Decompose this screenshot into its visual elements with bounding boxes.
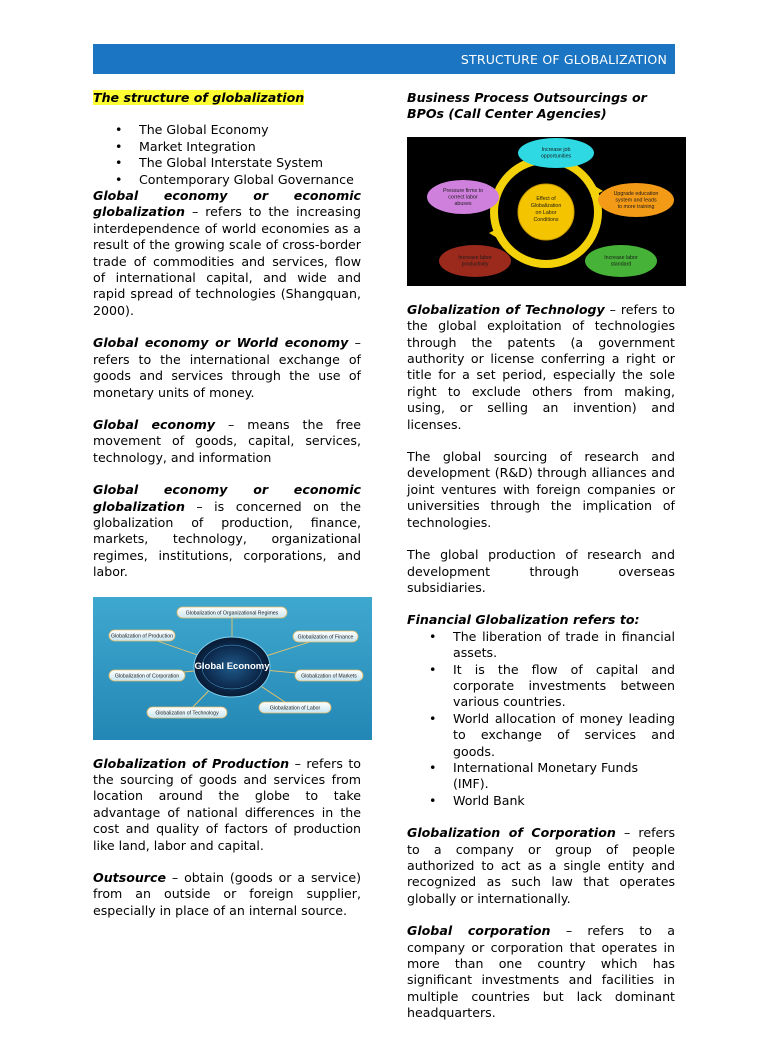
list-item: • World Bank [407,793,675,809]
list-item: • The Global Interstate System [93,155,361,171]
right-column [407,90,675,1038]
term: Global economy or World economy [93,335,349,351]
paragraph-globalization-of-technology [407,302,675,433]
paragraph-rnd-production: The global production of research and development through overseas subsidiaries. [407,547,675,595]
node-production [109,630,175,641]
cycle-node-labor-standard [585,245,657,277]
paragraph-economic-globalization [93,188,361,319]
svg-text:Increase labor: Increase labor [458,254,492,261]
node-labor [259,702,331,713]
term: Global economy or economic globalization [93,482,361,514]
svg-text:Globalization of Finance: Globalization of Finance [297,634,354,641]
section-title-wrap [93,90,361,106]
term: Globalization of Technology [407,301,605,317]
global-economy-figure [93,597,372,740]
svg-text:opportunities: opportunities [540,153,572,160]
paragraph-global-economy [93,417,361,466]
definition: – means the free movement of goods, capital, services, technology, and information [93,416,361,465]
term: Global economy or economic globalization [93,188,361,220]
paragraph-economic-globalization-2 [93,482,361,580]
definition: – refers to the increasing interdependence of world economies as a result of the growing scale of cross-border trade of commodities and services, flow of international capital, and wide and rapid spread of technologies (Shangquan, 2000). [93,204,361,318]
svg-text:on Labor: on Labor [535,209,557,216]
node-corporation [109,670,185,681]
definition: – obtain (goods or a service) from an outside or foreign supplier, especially in place of an internal source. [93,870,361,918]
paragraph-outsource [93,870,361,919]
paragraph-world-economy [93,335,361,401]
list-item: • International Monetary Funds (IMF). [407,760,675,793]
node-organizational-regimes [177,607,287,618]
svg-text:Globalization: Globalization [530,202,562,209]
structure-list [93,122,361,188]
list-item: • Market Integration [93,139,361,155]
svg-text:Increase labor: Increase labor [604,254,638,261]
svg-text:system and leads: system and leads [615,197,657,204]
node-technology [147,707,227,718]
term: Global economy [93,416,216,432]
svg-text:Conditions: Conditions [533,216,559,223]
svg-text:Increase job: Increase job [541,146,571,153]
definition: – refers to a company or corporation that operates in more than one country which has significant investments and facilities in multiple countries but lack dominant headquarters. [407,923,675,1021]
node-finance [293,631,358,642]
svg-text:productivity: productivity [461,261,489,268]
term: Global corporation [407,923,551,939]
section-title: The structure of globalization [93,90,305,105]
svg-text:Globalization of Markets: Globalization of Markets [301,673,357,680]
paragraph-globalization-of-corporation [407,825,675,907]
list-item: • It is the flow of capital and corporate investments between various countries. [407,662,675,711]
figure-center-label: Global Economy [194,660,270,672]
svg-text:Upgrade education: Upgrade education [613,190,659,197]
definition: – refers to the sourcing of goods and services from location around the globe to take advantage of national differences in the cost and quality of factors of production like land, labor and capital. [93,755,361,853]
header-title: STRUCTURE OF GLOBALIZATION [460,51,667,67]
list-item: • The liberation of trade in financial assets. [407,629,675,662]
definition: – is concerned on the globalization of production, finance, markets, technology, organizational regimes, institutions, corporations, and labor. [93,498,361,580]
svg-text:Globalization of Corporation: Globalization of Corporation [114,673,180,680]
definition: – refers to the international exchange of goods and services through the use of monetary units of money. [93,335,361,400]
svg-text:Effect of: Effect of [536,195,556,202]
left-column [93,90,361,935]
svg-text:Globalization of Labor: Globalization of Labor [269,705,321,712]
bpo-title: Business Process Outsourcings or BPOs (Call Center Agencies) [407,90,647,122]
svg-text:Pressure firms to: Pressure firms to [442,187,484,194]
definition: – refers to the global exploitation of technologies through the patents (a government authority or license conferring a right or title for a set period, especially the sole right to exclude others from making, using, or selling an invention) and licenses. [407,301,675,432]
paragraph-rnd-sourcing: The global sourcing of research and development (R&D) through alliances and joint ventures with foreign companies or universities through the implication of technologies. [407,449,675,530]
node-markets [295,670,363,681]
svg-text:Globalization of Technology: Globalization of Technology [155,710,219,717]
term: Globalization of Production [93,755,290,771]
svg-text:Globalization of Production: Globalization of Production [111,633,173,640]
term: Globalization of Corporation [407,825,616,841]
cycle-node-labor-abuses [427,180,499,214]
list-item: • The Global Economy [93,122,361,138]
list-item: • World allocation of money leading to exchange of services and goods. [407,711,675,760]
svg-text:abuses: abuses [454,200,472,207]
cycle-node-labor-productivity [439,245,511,277]
financial-globalization-title: Financial Globalization refers to: [407,612,640,628]
labor-conditions-cycle-figure [407,137,686,286]
list-item: • Contemporary Global Governance [93,172,361,188]
svg-text:to more training: to more training [617,203,655,210]
financial-globalization-list [407,629,675,809]
definition: – refers to a company or group of people authorized to act as a single entity and recognized as such law that operates globally or internationally. [407,825,676,906]
svg-text:standard: standard [610,261,632,268]
cycle-node-education [598,183,674,217]
paragraph-globalization-of-production [93,756,361,854]
term: Outsource [93,870,167,885]
paragraph-global-corporation [407,923,675,1021]
cycle-node-job-opportunities [518,138,594,168]
svg-text:correct labor: correct labor [448,194,478,201]
header-bar [93,44,675,74]
svg-text:Globalization of Organizationa: Globalization of Organizational Regimes [185,610,279,617]
